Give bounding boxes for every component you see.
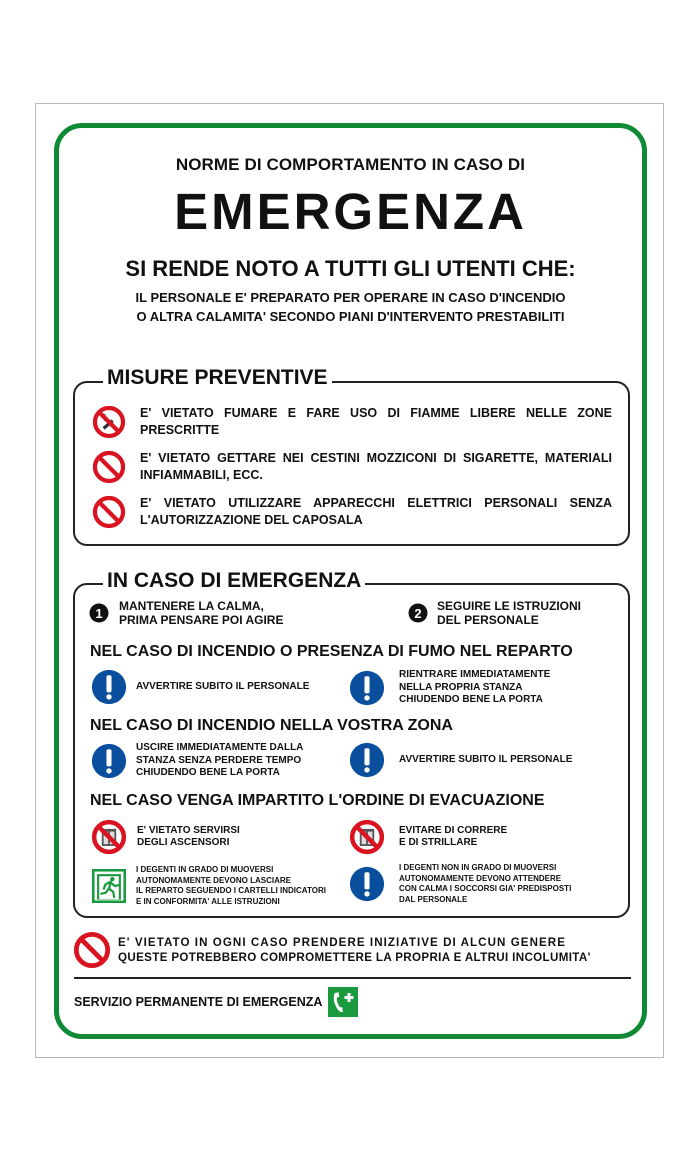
svg-text:2: 2 <box>414 606 422 621</box>
section-3-row-2-right <box>349 863 571 905</box>
mobile-patients-line: AUTONOMAMENTE DEVONO LASCIARE <box>136 875 291 885</box>
no-running-line: EVITARE DI CORRERE <box>399 824 508 836</box>
preventive-item <box>92 495 612 529</box>
emergency-exit-icon <box>92 869 126 903</box>
emergency-sign <box>54 123 647 1039</box>
section-3-row-2-left <box>92 865 326 907</box>
prohibition-icon <box>73 931 111 969</box>
step-1-line-1: MANTENERE LA CALMA, <box>119 599 264 613</box>
final-warning <box>73 931 633 969</box>
section-2-left-line: CHIUDENDO BENE LA PORTA <box>136 767 280 778</box>
section-2-left-item <box>91 742 303 780</box>
prohibition-icon <box>92 495 126 529</box>
svg-text:1: 1 <box>95 606 103 621</box>
preventive-item-text: E' VIETATO UTILIZZARE APPARECCHI ELETTRICI PERSONALI SENZA L'AUTORIZZAZIONE DEL CAPOSALA <box>140 496 612 527</box>
footer-divider <box>74 977 631 979</box>
sign-intro <box>59 288 642 326</box>
no-running-line: E DI STRILLARE <box>399 837 478 848</box>
no-elevator-line: DEGLI ASCENSORI <box>137 837 230 848</box>
section-3-row-1-right <box>349 819 507 855</box>
section-1-left-item <box>91 669 309 705</box>
section-3-row-1-left <box>91 819 240 855</box>
prohibition-icon <box>92 450 126 484</box>
section-heading-evacuation: NEL CASO VENGA IMPARTITO L'ORDINE DI EVACUAZIONE <box>90 792 545 809</box>
section-2-left-line: STANZA SENZA PERDERE TEMPO <box>136 754 302 766</box>
section-2-left-line: USCIRE IMMEDIATAMENTE DALLA <box>136 742 304 753</box>
mobile-patients-line: I DEGENTI IN GRADO DI MUOVERSI <box>136 865 274 874</box>
no-elevator-icon <box>91 819 127 855</box>
section-1-right-line: NELLA PROPRIA STANZA <box>399 681 523 693</box>
emergency-phone-icon <box>328 987 358 1017</box>
section-1-left-text: AVVERTIRE SUBITO IL PERSONALE <box>136 680 310 692</box>
sign-title: EMERGENZA <box>174 183 527 240</box>
step-1-line-2: PRIMA PENSARE POI AGIRE <box>119 613 284 627</box>
immobile-patients-line: CON CALMA I SOCCORSI GIA' PREDISPOSTI <box>399 884 572 893</box>
footer-label: SERVIZIO PERMANENTE DI EMERGENZA <box>74 995 323 1009</box>
immobile-patients-line: I DEGENTI NON IN GRADO DI MUOVERSI <box>399 863 557 872</box>
mandatory-exclamation-icon <box>349 742 385 778</box>
number-1-badge-icon <box>89 603 109 623</box>
section-1-right-line: RIENTRARE IMMEDIATAMENTE <box>399 669 551 680</box>
mobile-patients-line: E IN CONFORMITA' ALLE ISTRUZIONI <box>136 896 280 906</box>
section-1-right-line: CHIUDENDO BENE LA PORTA <box>399 694 543 705</box>
intro-line-2: O ALTRA CALAMITA' SECONDO PIANI D'INTERVENTO PRESTABILITI <box>136 309 565 324</box>
preventive-heading: MISURE PREVENTIVE <box>103 367 332 388</box>
emergency-heading: IN CASO DI EMERGENZA <box>103 570 365 591</box>
step-2-line-2: DEL PERSONALE <box>437 613 539 627</box>
step-2 <box>408 599 581 627</box>
number-2-badge-icon <box>408 603 428 623</box>
final-warning-line-2: QUESTE POTREBBERO COMPROMETTERE LA PROPRIA E ALTRUI INCOLUMITA' <box>118 951 591 964</box>
intro-line-1: IL PERSONALE E' PREPARATO PER OPERARE IN CASO D'INCENDIO <box>135 290 566 305</box>
step-1 <box>89 599 283 627</box>
step-2-line-1: SEGUIRE LE ISTRUZIONI <box>437 599 582 613</box>
mobile-patients-line: IL REPARTO SEGUENDO I CARTELLI INDICATORI <box>136 886 326 895</box>
immobile-patients-line: AUTONOMAMENTE DEVONO ATTENDERE <box>399 873 562 883</box>
preventive-item-text: E' VIETATO FUMARE E FARE USO DI FIAMME LIBERE NELLE ZONE PRESCRITTE <box>140 406 612 437</box>
section-1-right-item <box>349 669 550 707</box>
footer <box>74 987 358 1017</box>
mandatory-exclamation-icon <box>91 669 127 705</box>
mandatory-exclamation-icon <box>91 743 127 779</box>
preventive-item <box>92 450 612 484</box>
mandatory-exclamation-icon <box>349 670 385 706</box>
no-smoking-no-flame-icon <box>92 405 126 439</box>
no-elevator-icon <box>349 819 385 855</box>
immobile-patients-line: DAL PERSONALE <box>399 894 468 904</box>
sign-pre-title: NORME DI COMPORTAMENTO IN CASO DI <box>175 155 526 174</box>
section-heading-fire-in-zone: NEL CASO DI INCENDIO NELLA VOSTRA ZONA <box>90 717 453 734</box>
final-warning-line-1: E' VIETATO IN OGNI CASO PRENDERE INIZIATIVE DI ALCUN GENERE <box>118 936 566 949</box>
mandatory-exclamation-icon <box>349 866 385 902</box>
section-heading-smoke-in-ward: NEL CASO DI INCENDIO O PRESENZA DI FUMO NEL REPARTO <box>90 643 573 660</box>
preventive-item-text: E' VIETATO GETTARE NEI CESTINI MOZZICONI DI SIGARETTE, MATERIALI INFIAMMABILI, ECC. <box>140 451 612 482</box>
section-2-right-item <box>349 742 572 778</box>
no-elevator-line: E' VIETATO SERVIRSI <box>137 824 240 836</box>
preventive-item <box>92 405 612 439</box>
section-2-right-text: AVVERTIRE SUBITO IL PERSONALE <box>399 753 573 765</box>
sign-subtitle: SI RENDE NOTO A TUTTI GLI UTENTI CHE: <box>125 256 576 281</box>
